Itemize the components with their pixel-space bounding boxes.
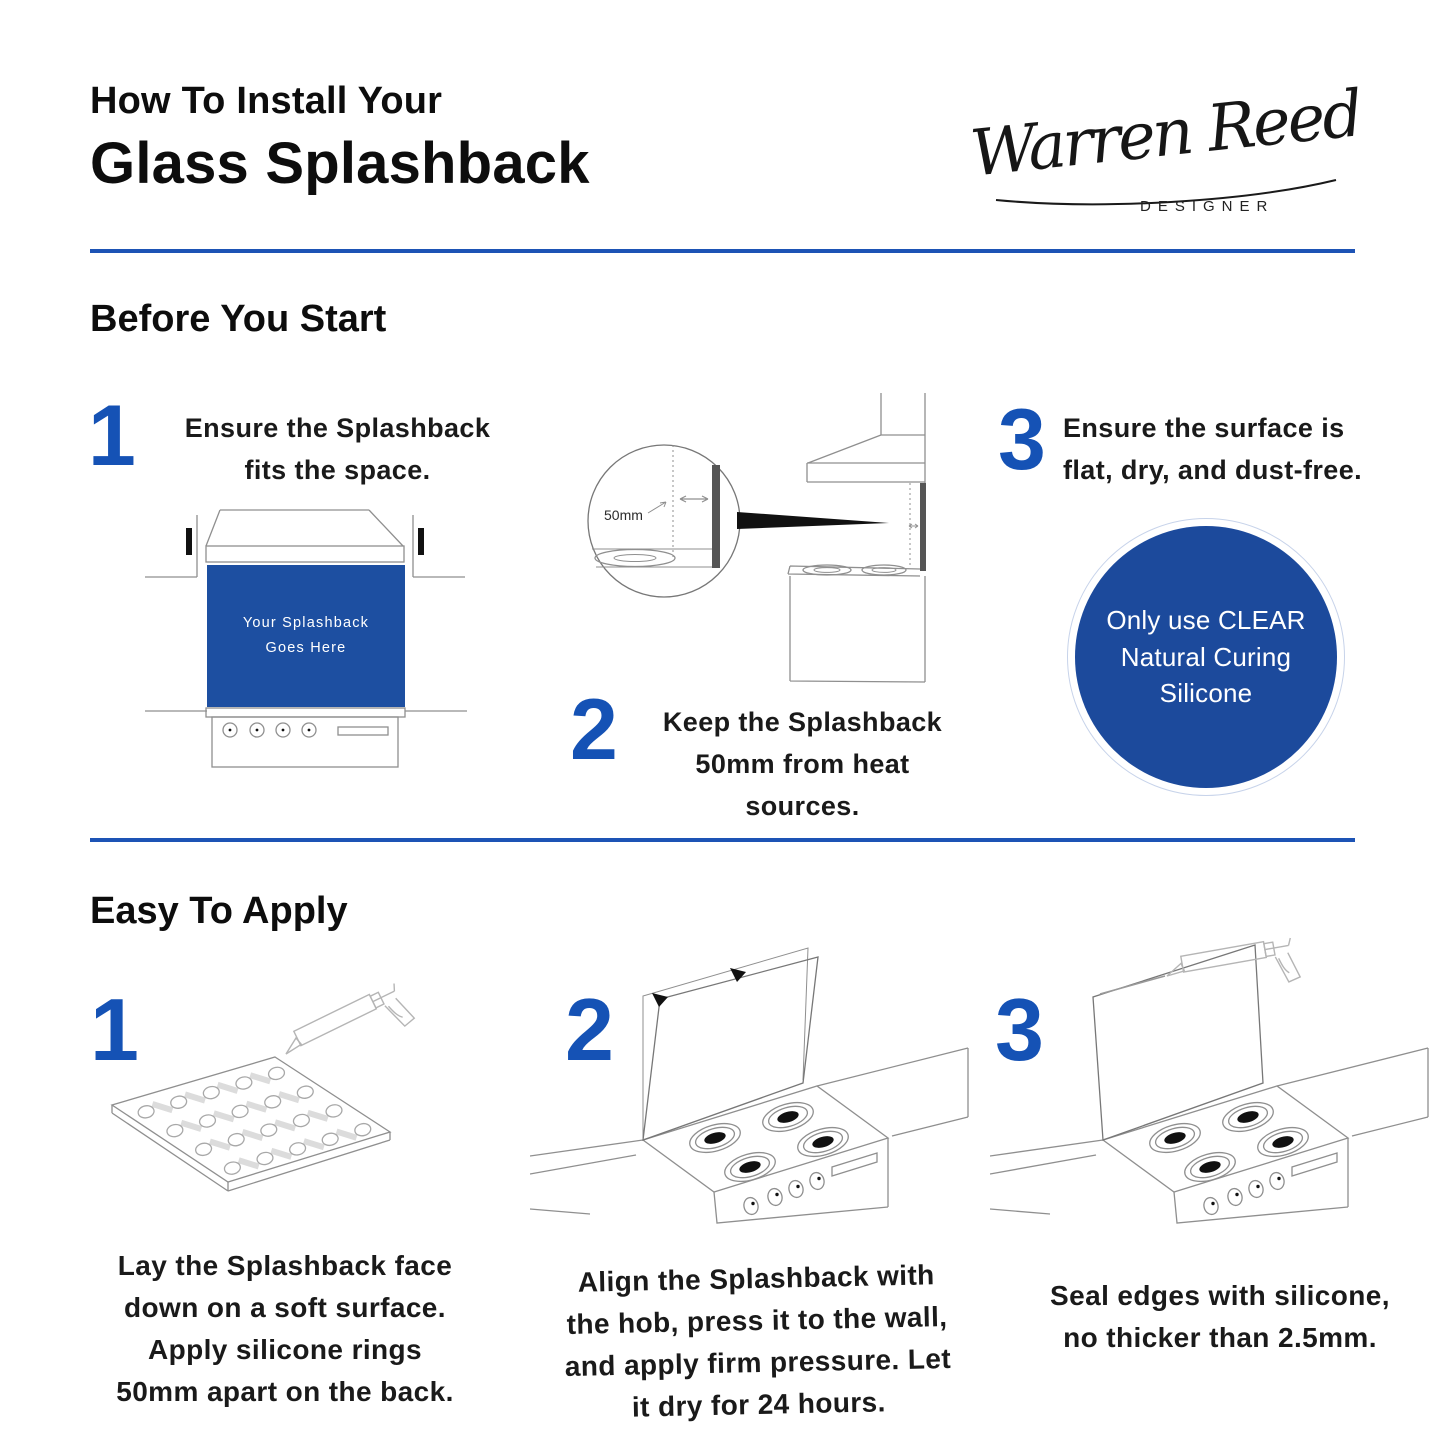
splashback-edge-side (920, 483, 926, 571)
brand-logo (960, 77, 1364, 230)
diagram-align-splashback (530, 920, 970, 1250)
badge-line1: Only use CLEAR (1106, 604, 1306, 635)
before-step3-text (1063, 408, 1433, 492)
caulking-gun-icon (279, 981, 416, 1078)
badge-line3: Silicone (1159, 678, 1253, 709)
before-step3-number: 3 (998, 392, 1046, 488)
before-step2-line2: 50mm from heat (695, 748, 910, 779)
apply-step2-caption-line2: the hob, press it to the wall, (566, 1301, 948, 1340)
diagram-apply-silicone-rings (80, 950, 500, 1250)
logo-signature-text: Warren Reed (967, 77, 1364, 192)
apply-step1-caption-line4: 50mm apart on the back. (116, 1376, 454, 1407)
press-arrow-icon-left (652, 993, 668, 1007)
diagram-splashback-fit (120, 480, 520, 810)
apply-step2-caption-line4: it dry for 24 hours. (631, 1386, 887, 1423)
gap-measure-label: 50mm (604, 507, 643, 523)
before-step2-line3: sources. (745, 790, 860, 821)
apply-step1-number: 1 (90, 980, 139, 1079)
section-heading-apply: Easy To Apply (90, 890, 348, 932)
diagram-seal-edges (990, 920, 1440, 1250)
apply-step2-caption-line1: Align the Splashback with (577, 1259, 935, 1298)
apply-step2-number: 2 (565, 980, 614, 1079)
cooker-hob-drawing (990, 1048, 1428, 1223)
cooker-hob-drawing (530, 1048, 968, 1223)
diagram-heat-gap (540, 390, 970, 710)
apply-step3-caption-line2: no thicker than 2.5mm. (1063, 1322, 1377, 1353)
page-title-line1: How To Install Your (90, 80, 443, 122)
before-step1-line2: fits the space. (244, 454, 431, 485)
apply-step1-caption-line1: Lay the Splashback face (117, 1250, 453, 1281)
before-step2-text (625, 702, 980, 828)
logo-subtitle: DESIGNER (1140, 198, 1275, 215)
badge-line2: Natural Curing (1120, 641, 1292, 672)
silicone-note-badge-ring (1067, 518, 1345, 796)
before-step1-line1: Ensure the Splashback (184, 413, 491, 443)
before-step2-number: 2 (570, 682, 618, 778)
before-step3-line2: flat, dry, and dust-free. (1063, 454, 1363, 485)
apply-step2-caption-line3: and apply firm pressure. Let (564, 1342, 952, 1383)
apply-step3-caption (1005, 1275, 1435, 1359)
silicone-note-badge (1075, 526, 1337, 788)
section-heading-before: Before You Start (90, 298, 387, 340)
divider-top (90, 249, 1355, 253)
splashback-panel-area (207, 565, 405, 707)
apply-step1-caption-line3: Apply silicone rings (147, 1334, 423, 1365)
splashback-panel-label-line1: Your Splashback (242, 615, 370, 631)
before-step2-line1: Keep the Splashback (662, 707, 943, 737)
before-step3-line1: Ensure the surface is (1063, 413, 1345, 443)
apply-step3-number: 3 (995, 980, 1044, 1079)
apply-step1-caption (70, 1245, 500, 1413)
apply-step1-caption-line2: down on a soft surface. (124, 1292, 446, 1323)
before-step1-number: 1 (88, 388, 136, 484)
apply-step2-caption (513, 1253, 1001, 1431)
splashback-edge-magnified (712, 465, 720, 568)
magnifier-pointer-wedge (737, 512, 889, 529)
page-title-line2: Glass Splashback (90, 131, 590, 196)
caulking-gun-icon (1164, 937, 1301, 1003)
divider-middle (90, 838, 1355, 842)
apply-step3-caption-line1: Seal edges with silicone, (1050, 1280, 1390, 1311)
splashback-panel-label-line2: Goes Here (265, 640, 347, 656)
